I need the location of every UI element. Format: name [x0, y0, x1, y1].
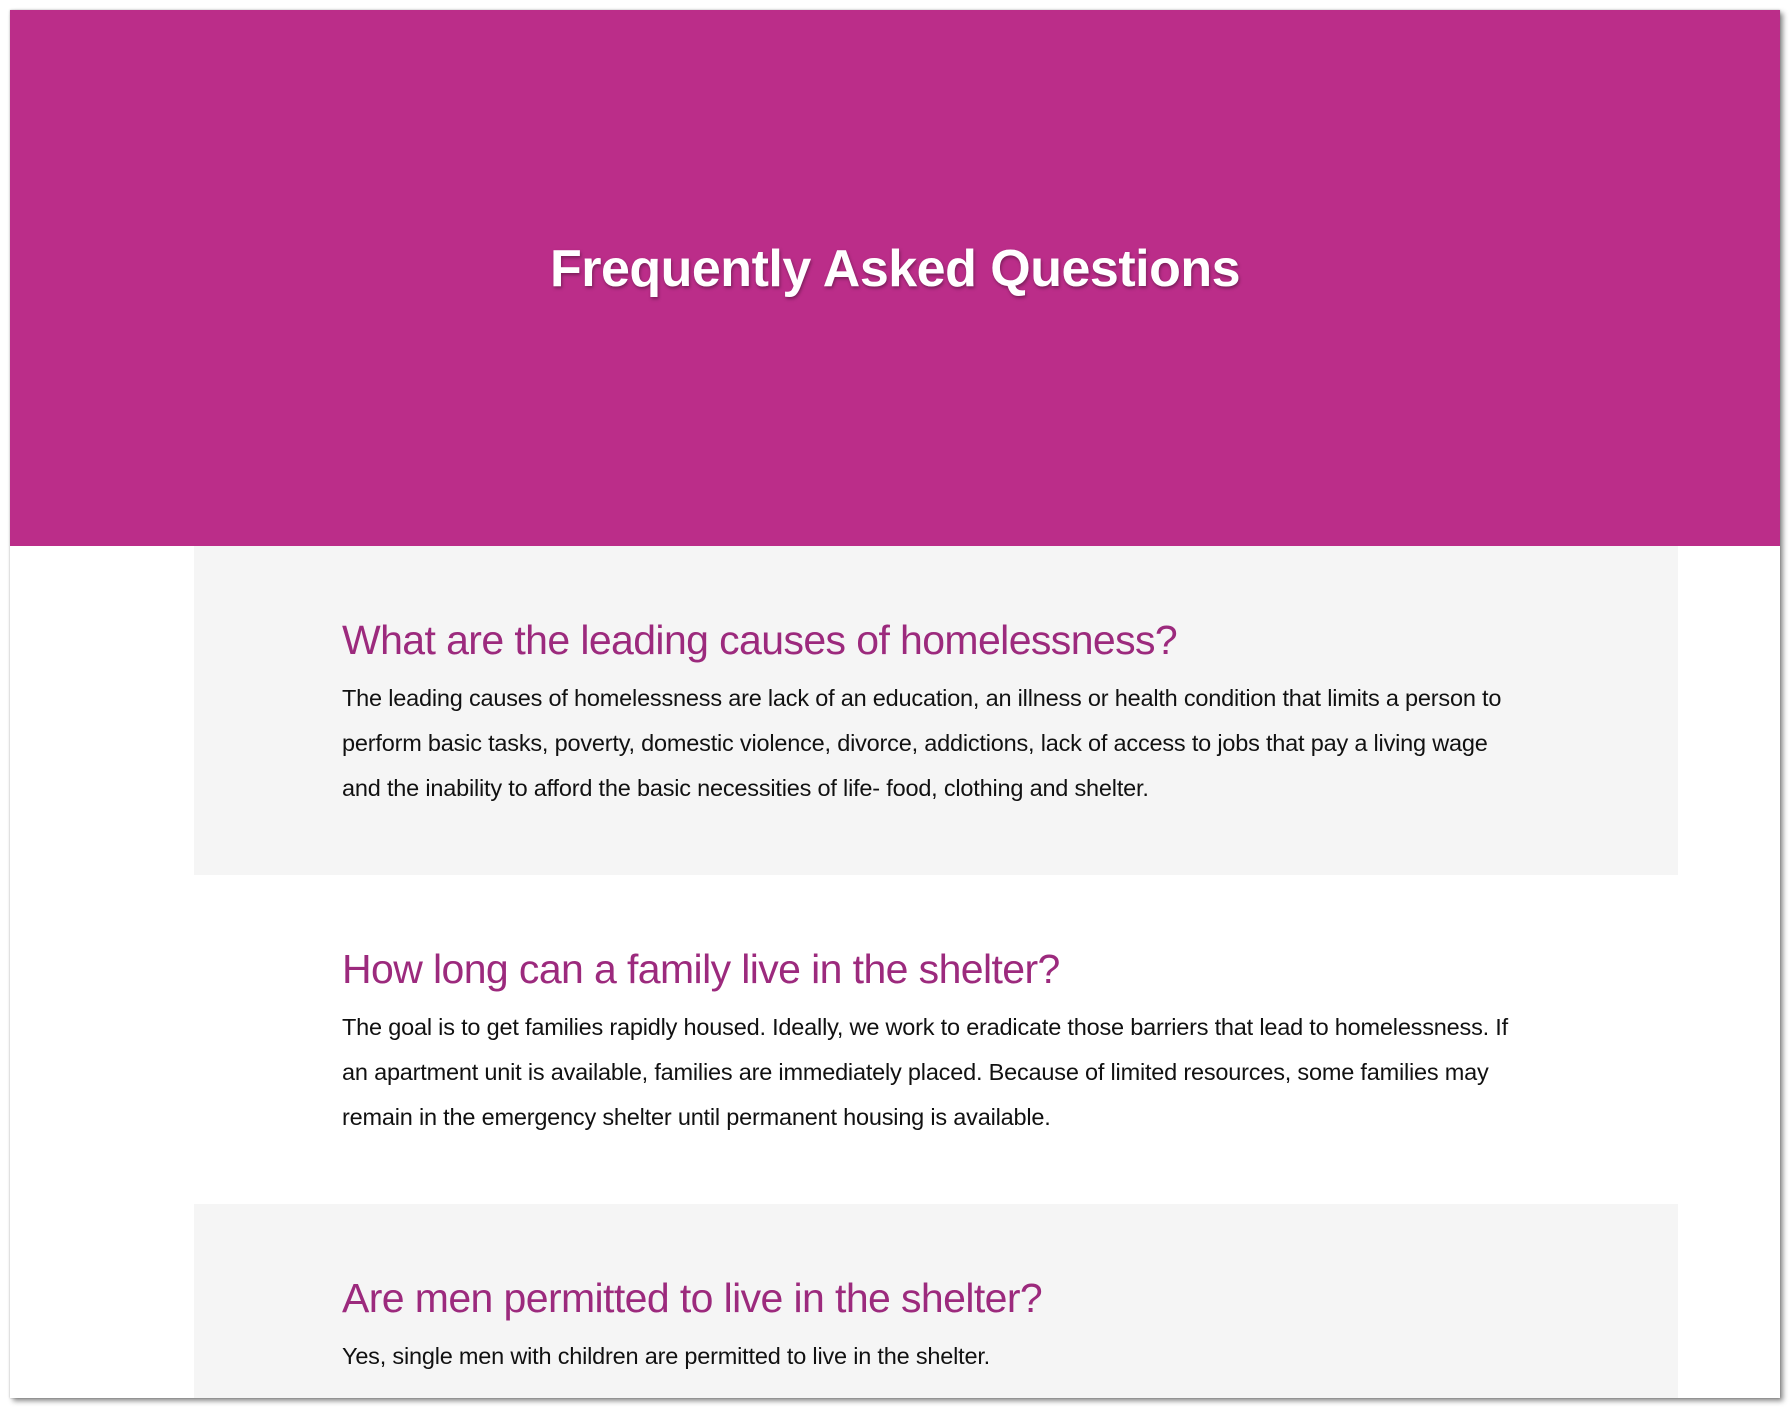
faq-question: How long can a family live in the shelter? — [342, 946, 1060, 992]
faq-answer: Yes, single men with children are permitted to live in the shelter. — [342, 1343, 990, 1369]
page-frame — [10, 10, 1780, 1398]
faq-item — [194, 546, 1678, 875]
page-title: Frequently Asked Questions — [549, 240, 1241, 298]
faq-answer: The goal is to get families rapidly housed. Ideally, we work to eradicate those barriers that lead to homelessness. If an apartment unit is available, families are immediately placed. Because of limited resources, some families may remain in the emergency shelter until permanent housing is available. — [342, 1014, 1508, 1130]
faq-question: Are men permitted to live in the shelter? — [342, 1275, 1043, 1321]
faq-question: What are the leading causes of homelessness? — [342, 617, 1178, 663]
hero-banner — [10, 10, 1780, 546]
faq-item — [194, 875, 1678, 1204]
faq-item — [194, 1204, 1678, 1398]
faq-list — [194, 546, 1678, 1398]
faq-answer: The leading causes of homelessness are lack of an education, an illness or health condition that limits a person to perform basic tasks, poverty, domestic violence, divorce, addictions, lack of access to jobs that pay a living wage and the inability to afford the basic necessities of life- food, clothing and shelter. — [342, 685, 1502, 801]
